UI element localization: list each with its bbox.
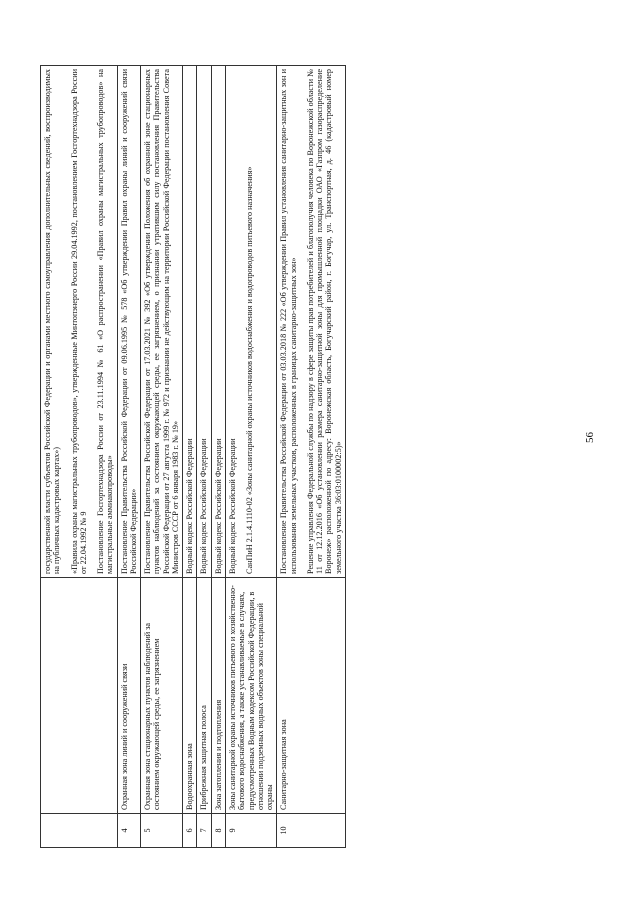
document-reference: Постановление Госгортехнадзора России от 23.11.1994 № 61 «О распространении «Правил охраны магистральных трубопроводов» на магистральные аммиакопроводы» <box>96 69 115 574</box>
table-row <box>141 66 183 848</box>
legal-documents <box>211 66 225 578</box>
legal-documents <box>225 66 276 578</box>
table-row <box>183 66 197 848</box>
row-number <box>41 814 118 848</box>
table-row <box>197 66 211 848</box>
table-row <box>211 66 225 848</box>
document-reference: Постановление Правительства Российской Федерации от 17.03.2021 № 392 «Об утверждении Положения об охранной зоне стационарных пунктов наблюдений за состоянием окружающей среды, ее загрязнением, о признании утратившим силу постановления Правительства Российской Федерации от 27 августа 1999 г. № 972 и признании не действующим на территории Российской Федерации постановления Совета Министров СССР от 6 января 1983 г. № 19» <box>143 69 180 574</box>
zone-name: Охранная зона линий и сооружений связи <box>117 578 141 814</box>
legal-documents <box>141 66 183 578</box>
zone-name: Зона затопления и подтопления <box>211 578 225 814</box>
zone-name: Водоохранная зона <box>183 578 197 814</box>
document-reference: Постановление Правительства Российской Федерации от 09.06.1995 № 578 «Об утверждении Правил охраны линий и сооружений связи Российской Федерации» <box>119 69 138 574</box>
zone-name: Санитарно-защитная зона <box>277 578 346 814</box>
document-reference: Водный кодекс Российской Федерации <box>213 438 223 574</box>
row-number: 8 <box>211 814 225 848</box>
legal-documents <box>197 66 211 578</box>
table-row <box>117 66 141 848</box>
document-reference: государственной власти субъектов Российской Федерации и органами местного самоуправления дополнительных сведений, воспроизводимых на публичных кадастровых картах») <box>43 69 62 574</box>
document-reference: Решение управления Федеральной службы по надзору в сфере защиты прав потребителей и благополучия человека по Воронежской области № 11 от 12.12.2016 «Об установлении размера санитарно-защитной зоны для промышленной площадки ОАО «Газпром газораспределение Воронеж» расположенной по адресу: Воронежская область, Богучарский район, г. Богучар, ул. Транспортная, д. 46 (кадастровый номер земельного участка 36:03:0100002:5)» <box>305 69 343 574</box>
row-number: 5 <box>141 814 183 848</box>
table-row <box>277 66 346 848</box>
document-reference: «Правила охраны магистральных трубопроводов», утвержденные Минтопэнерго России 29.04.1992, постановлением Госгортехнадзора России от 22.04.1992 № 9 <box>69 69 88 574</box>
zone-name: Охранная зона стационарных пунктов наблюдений за состоянием окружающей среды, ее загрязнением <box>141 578 183 814</box>
zone-name: Прибрежная защитная полоса <box>197 578 211 814</box>
zone-name <box>41 578 118 814</box>
table-row <box>225 66 276 848</box>
row-number: 7 <box>197 814 211 848</box>
row-number: 10 <box>277 814 346 848</box>
document-reference: СанПиН 2.1.4.1110-02 «Зоны санитарной охраны источников водоснабжения и водопроводов питьевого назначения» <box>245 166 255 574</box>
zone-name: Зоны санитарной охраны источников питьевого и хозяйственно-бытового водоснабжения, а также устанавливаемые в случаях, предусмотренных Водным кодексом Российской Федерации, в отношении подземных водных объектов зоны специальной охраны <box>225 578 276 814</box>
row-number: 6 <box>183 814 197 848</box>
legal-documents <box>41 66 118 578</box>
legal-documents <box>117 66 141 578</box>
rotated-page <box>40 66 570 848</box>
document-reference: Водный кодекс Российской Федерации <box>199 438 209 574</box>
document-reference: Постановление Правительства Российской Федерации от 03.03.2018 № 222 «Об утверждении Правил установления санитарно-защитных зон и использования земельных участков, расположенных в границах санитарно-защитных зон» <box>279 69 298 574</box>
restrictions-table <box>40 65 346 848</box>
legal-documents <box>277 66 346 578</box>
row-number: 9 <box>225 814 276 848</box>
page-number: 56 <box>584 432 596 443</box>
row-number: 4 <box>117 814 141 848</box>
legal-documents <box>183 66 197 578</box>
document-reference: Водный кодекс Российской Федерации <box>227 438 237 574</box>
document-reference: Водный кодекс Российской Федерации <box>185 438 195 574</box>
table-row <box>41 66 118 848</box>
